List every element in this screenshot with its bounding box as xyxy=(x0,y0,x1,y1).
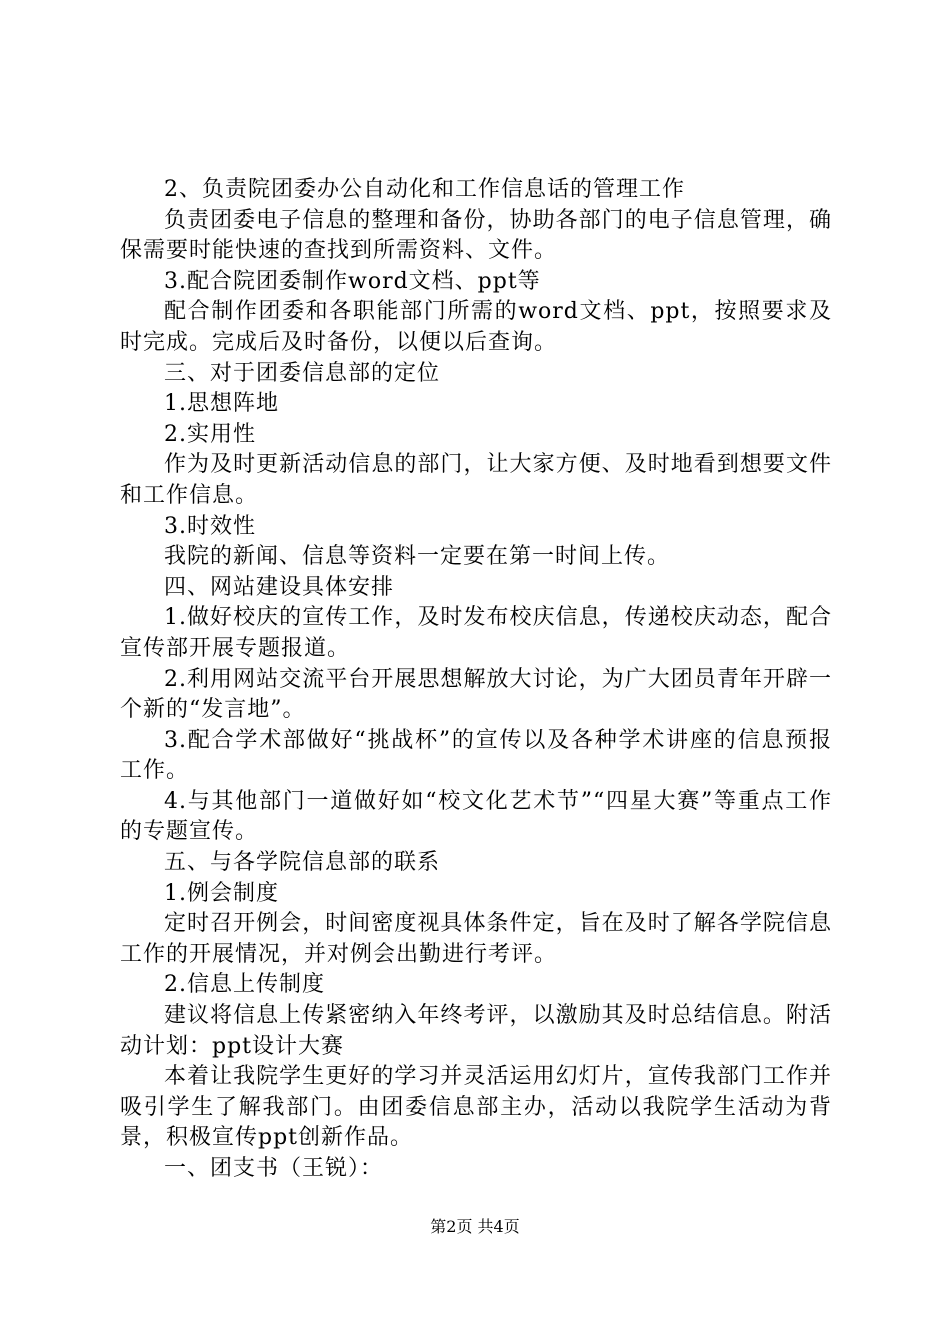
paragraph: 配合制作团委和各职能部门所需的word文档、ppt，按照要求及时完成。完成后及时备份，以便以后查询。 xyxy=(120,299,832,355)
section-heading: 五、与各学院信息部的联系 xyxy=(164,850,441,876)
paragraph: 2、负责院团委办公自动化和工作信息话的管理工作 xyxy=(164,177,685,202)
paragraph: 定时召开例会，时间密度视具体条件定，旨在及时了解各学院信息工作的开展情况，并对例会出勤进行考评。 xyxy=(120,911,832,967)
paragraph: 我院的新闻、信息等资料一定要在第一时间上传。 xyxy=(164,544,671,570)
page-number: 第2页 共4页 xyxy=(430,1217,520,1236)
paragraph: 3.配合院团委制作word文档、ppt等 xyxy=(164,268,541,294)
paragraph: 1.做好校庆的宣传工作，及时发布校庆信息，传递校庆动态，配合宣传部开展专题报道。 xyxy=(120,605,832,661)
section-heading: 四、网站建设具体安排 xyxy=(164,574,395,600)
paragraph: 3.配合学术部做好“挑战杯”的宣传以及各种学术讲座的信息预报工作。 xyxy=(120,727,832,784)
paragraph: 2.信息上传制度 xyxy=(164,972,325,998)
paragraph: 2.利用网站交流平台开展思想解放大讨论，为广大团员青年开辟一个新的“发言地”。 xyxy=(120,666,832,723)
paragraph: 本着让我院学生更好的学习并灵活运用幻灯片，宣传我部门工作并吸引学生了解我部门。由团委信息部主办，活动以我院学生活动为背景，积极宣传ppt创新作品。 xyxy=(120,1064,832,1151)
paragraph: 负责团委电子信息的整理和备份，协助各部门的电子信息管理，确保需要时能快速的查找到所需资料、文件。 xyxy=(120,207,832,264)
paragraph: 1.思想阵地 xyxy=(164,391,279,417)
paragraph: 4.与其他部门一道做好如“校文化艺术节”“四星大赛”等重点工作的专题宣传。 xyxy=(120,788,832,845)
paragraph: 1.例会制度 xyxy=(164,880,279,906)
paragraph: 2.实用性 xyxy=(164,421,256,447)
document-body xyxy=(120,175,832,1185)
section-heading: 三、对于团委信息部的定位 xyxy=(164,360,441,386)
section-heading: 一、团支书（王锐）： xyxy=(164,1156,384,1181)
paragraph: 作为及时更新活动信息的部门，让大家方便、及时地看到想要文件和工作信息。 xyxy=(120,452,832,508)
paragraph: 建议将信息上传紧密纳入年终考评，以激励其及时总结信息。附活动计划：ppt设计大赛 xyxy=(120,1003,832,1059)
paragraph: 3.时效性 xyxy=(164,513,256,539)
